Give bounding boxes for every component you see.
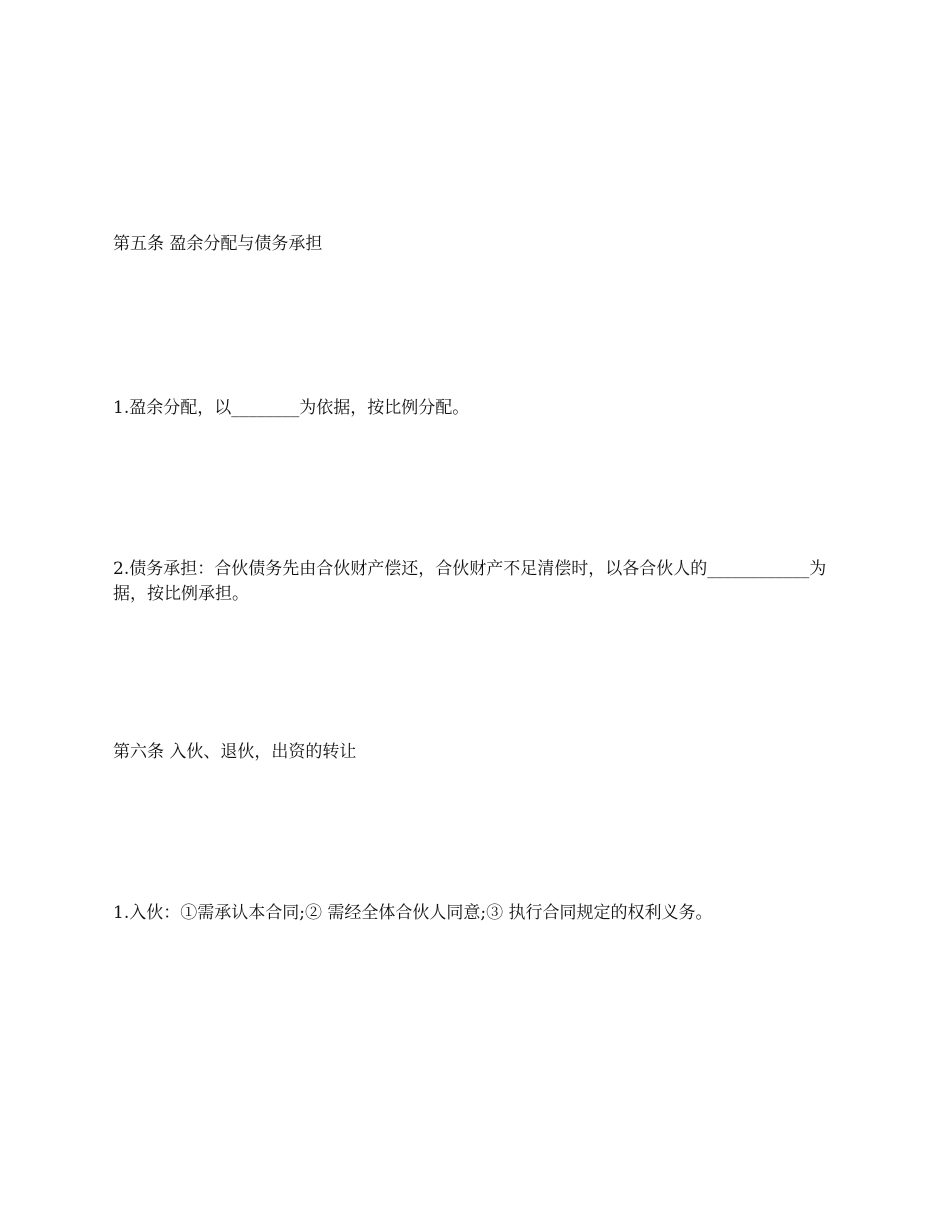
item-text: 为据，按比例承担。 <box>113 559 827 604</box>
article-5-item-1 <box>113 396 838 421</box>
item-text: 为依据，按比例分配。 <box>299 398 470 418</box>
article-5-item-2 <box>113 557 838 607</box>
fill-in-blank[interactable]: ________ <box>231 398 300 418</box>
item-text: 1.盈余分配，以 <box>113 398 232 418</box>
article-6-heading: 第六条 入伙、退伙，出资的转让 <box>113 742 357 762</box>
fill-in-blank[interactable]: ____________ <box>707 559 810 579</box>
article-6-item-1: 1.入伙：①需承认本合同;② 需经全体合伙人同意;③ 执行合同规定的权利义务。 <box>113 903 713 923</box>
article-5-heading: 第五条 盈余分配与债务承担 <box>113 234 323 254</box>
item-text: 2.债务承担：合伙债务先由合伙财产偿还，合伙财产不足清偿时，以各合伙人的 <box>113 559 708 579</box>
